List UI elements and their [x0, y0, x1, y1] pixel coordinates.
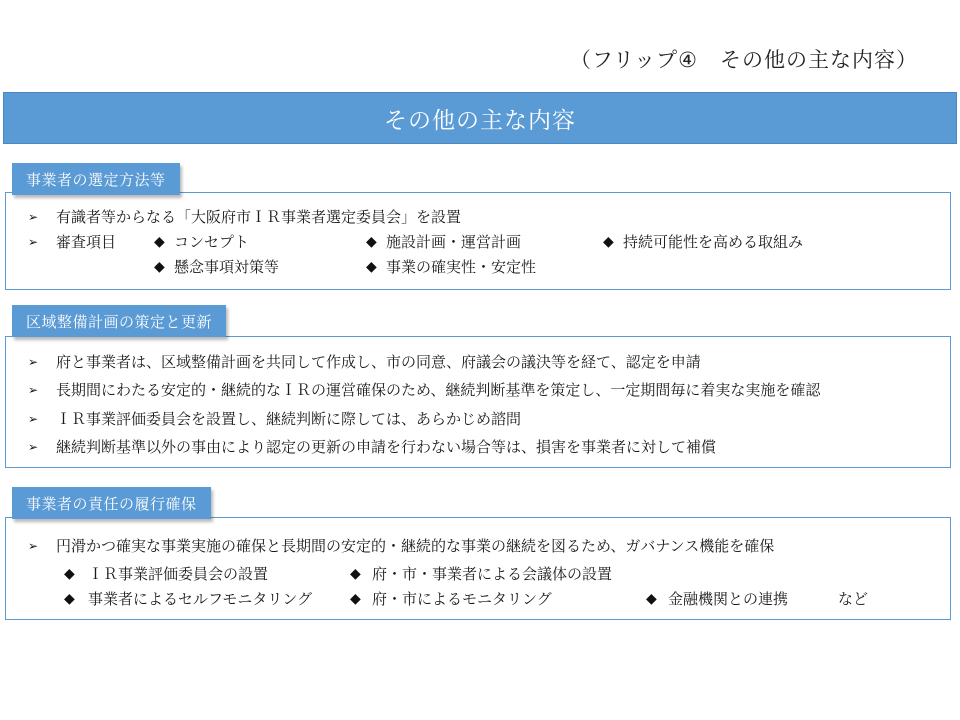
- review-item: コンセプト: [174, 233, 250, 251]
- diamond-icon: ◆: [350, 566, 361, 582]
- governance-item: 府・市によるモニタリング: [372, 590, 552, 608]
- bullet-arrow-icon: ➢: [28, 210, 39, 224]
- diamond-icon: ◆: [366, 234, 377, 250]
- section2-line: 継続判断基準以外の事由により認定の更新の申請を行わない場合等は、損害を事業者に対して補償: [56, 438, 717, 456]
- diamond-icon: ◆: [603, 234, 614, 250]
- governance-item: 府・市・事業者による会議体の設置: [372, 565, 613, 583]
- section3-tab: 事業者の責任の履行確保: [12, 487, 211, 519]
- section2-line: 長期間にわたる安定的・継続的なＩＲの運営確保のため、継続判断基準を策定し、一定期間毎に着実な実施を確認: [56, 381, 821, 399]
- bullet-arrow-icon: ➢: [28, 235, 39, 249]
- diamond-icon: ◆: [646, 591, 657, 607]
- section2-line: 府と事業者は、区域整備計画を共同して作成し、市の同意、府議会の議決等を経て、認定を申請: [56, 353, 701, 371]
- governance-suffix: など: [838, 590, 869, 608]
- section1-review-label: 審査項目: [56, 233, 117, 251]
- diamond-icon: ◆: [154, 234, 165, 250]
- governance-item: 金融機関との連携: [668, 590, 789, 608]
- section2-line: ＩＲ事業評価委員会を設置し、継続判断に際しては、あらかじめ諮問: [56, 410, 522, 428]
- review-item: 持続可能性を高める取組み: [623, 233, 804, 251]
- flip-label: （フリップ④ その他の主な内容）: [569, 48, 918, 72]
- section2-tab: 区域整備計画の策定と更新: [12, 305, 226, 337]
- bullet-arrow-icon: ➢: [28, 440, 39, 454]
- diamond-icon: ◆: [64, 566, 75, 582]
- governance-item: 事業者によるセルフモニタリング: [88, 590, 313, 608]
- page-title-bar: [3, 92, 957, 144]
- page-title: その他の主な内容: [384, 107, 576, 134]
- section3-line1: 円滑かつ確実な事業実施の確保と長期間の安定的・継続的な事業の継続を図るため、ガバナンス機能を確保: [56, 537, 775, 555]
- diamond-icon: ◆: [154, 259, 165, 275]
- section1-tab: 事業者の選定方法等: [12, 163, 180, 195]
- section-selection-box: [5, 192, 951, 290]
- diamond-icon: ◆: [350, 591, 361, 607]
- bullet-arrow-icon: ➢: [28, 383, 39, 397]
- diamond-icon: ◆: [366, 259, 377, 275]
- diamond-icon: ◆: [64, 591, 75, 607]
- governance-item: ＩＲ事業評価委員会の設置: [88, 565, 269, 583]
- review-item: 施設計画・運営計画: [386, 233, 522, 251]
- section1-line1: 有識者等からなる「大阪府市ＩＲ事業者選定委員会」を設置: [56, 208, 462, 226]
- review-item: 懸念事項対策等: [174, 258, 280, 276]
- bullet-arrow-icon: ➢: [28, 355, 39, 369]
- review-item: 事業の確実性・安定性: [386, 258, 537, 276]
- bullet-arrow-icon: ➢: [28, 539, 39, 553]
- section-responsibility-box: [5, 517, 951, 620]
- bullet-arrow-icon: ➢: [28, 412, 39, 426]
- section-plan-box: [5, 336, 951, 468]
